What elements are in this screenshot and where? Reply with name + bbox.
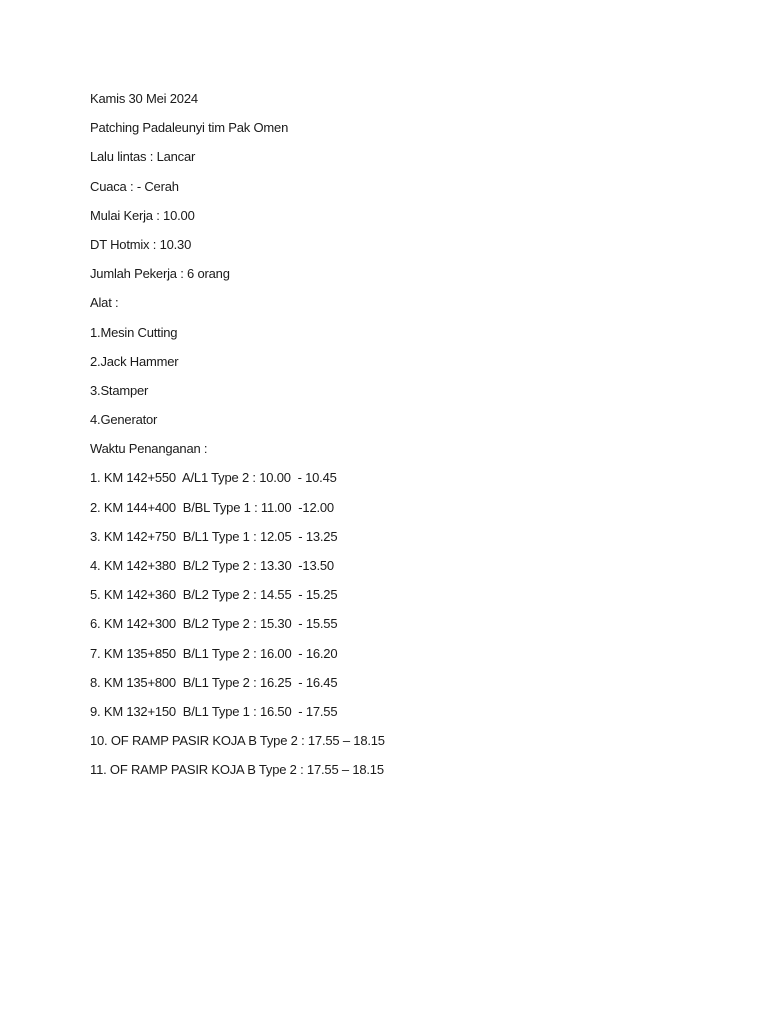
list-item: 3.Stamper (90, 382, 149, 398)
worker-count: Jumlah Pekerja : 6 orang (90, 266, 230, 282)
list-item: 5. KM 142+360 B/L2 Type 2 : 14.55 - 15.25 (90, 587, 338, 603)
list-item: 1.Mesin Cutting (90, 324, 178, 340)
report-title: Patching Padaleunyi tim Pak Omen (90, 120, 289, 136)
traffic-status: Lalu lintas : Lancar (90, 149, 196, 165)
list-item: 8. KM 135+800 B/L1 Type 2 : 16.25 - 16.45 (90, 674, 338, 690)
dt-hotmix-time: DT Hotmix : 10.30 (90, 236, 192, 252)
list-item: 4. KM 142+380 B/L2 Type 2 : 13.30 -13.50 (90, 558, 334, 573)
list-item: 11. OF RAMP PASIR KOJA B Type 2 : 17.55 – 18.15 (90, 762, 384, 778)
tools-list (90, 324, 730, 429)
weather-status: Cuaca : - Cerah (90, 178, 179, 194)
list-item: 3. KM 142+750 B/L1 Type 1 : 12.05 - 13.25 (90, 528, 338, 544)
document-page (90, 90, 730, 791)
list-item: 2. KM 144+400 B/BL Type 1 : 11.00 -12.00 (90, 499, 334, 515)
report-date: Kamis 30 Mei 2024 (90, 91, 198, 106)
list-item: 10. OF RAMP PASIR KOJA B Type 2 : 17.55 – 18.15 (90, 733, 385, 749)
list-item: 4.Generator (90, 412, 158, 428)
list-item: 9. KM 132+150 B/L1 Type 1 : 16.50 - 17.55 (90, 703, 338, 719)
list-item: 2.Jack Hammer (90, 353, 179, 369)
start-work-time: Mulai Kerja : 10.00 (90, 207, 195, 223)
handling-list (90, 469, 730, 778)
handling-heading: Waktu Penanganan : (90, 441, 208, 457)
list-item: 1. KM 142+550 A/L1 Type 2 : 10.00 - 10.45 (90, 470, 337, 486)
list-item: 7. KM 135+850 B/L1 Type 2 : 16.00 - 16.20 (90, 645, 338, 661)
list-item: 6. KM 142+300 B/L2 Type 2 : 15.30 - 15.55 (90, 616, 338, 632)
tools-heading: Alat : (90, 295, 119, 311)
